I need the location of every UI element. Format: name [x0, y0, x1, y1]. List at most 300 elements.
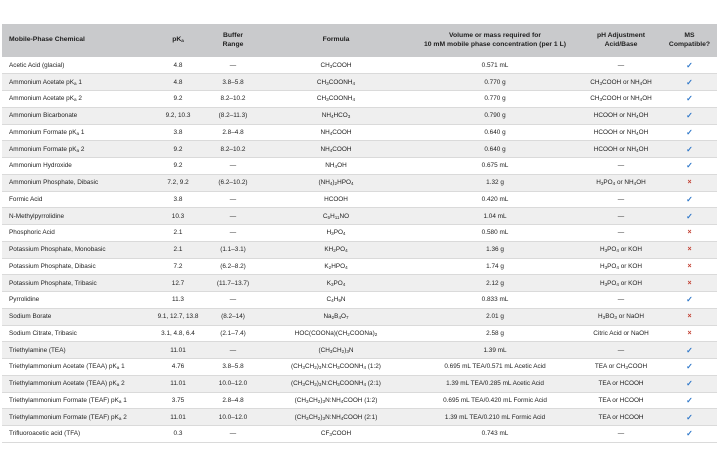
- text-segment: Triethylamine (TEA): [9, 346, 66, 354]
- table-row: [2, 225, 717, 242]
- formula-cell: [262, 74, 410, 91]
- text-segment: Triethylammonium Acetate (TEAA) pK: [9, 380, 117, 388]
- chemical-cell: [2, 292, 152, 309]
- ph-adjustment-cell: [580, 124, 662, 141]
- subscript: 5: [327, 214, 331, 220]
- subscript: a: [74, 80, 77, 86]
- buffer-range-cell: 3.8–5.8: [204, 359, 262, 376]
- ms-compatible-cell: [662, 141, 717, 158]
- subscript: 4: [616, 264, 619, 270]
- buffer-range-cell: (11.7–13.7): [204, 275, 262, 292]
- amount-cell: 0.695 mL TEA/0.571 mL Acetic Acid: [410, 359, 580, 376]
- text-segment: OH: [642, 78, 652, 86]
- amount-cell: 0.695 mL TEA/0.420 mL Formic Acid: [410, 392, 580, 409]
- subscript: 4: [616, 281, 619, 287]
- subscript: 3: [329, 432, 332, 438]
- cross-icon: ×: [687, 279, 692, 287]
- chemical-cell: [2, 57, 152, 74]
- subscript: 4: [342, 281, 346, 287]
- buffer-range-cell: (6.2–8.2): [204, 258, 262, 275]
- text-segment: TEA or HCOOH: [598, 380, 644, 388]
- ph-adjustment-cell: [580, 241, 662, 258]
- pka-cell: 9.2: [152, 141, 204, 158]
- pka-cell: 10.3: [152, 208, 204, 225]
- ph-adjustment-cell: [580, 107, 662, 124]
- ms-compatible-cell: [662, 191, 717, 208]
- subscript: 2: [314, 365, 317, 371]
- text-segment: N:NH: [325, 413, 341, 421]
- buffer-range-cell: (1.1–3.1): [204, 241, 262, 258]
- chemical-cell: [2, 191, 152, 208]
- text-segment: CH: [316, 78, 327, 86]
- text-segment: (2:1): [366, 380, 381, 388]
- text-segment: CH: [304, 363, 315, 371]
- ms-compatible-cell: [662, 158, 717, 175]
- text-segment: PO: [335, 246, 346, 254]
- formula-cell: [262, 191, 410, 208]
- amount-cell: 2.58 g: [410, 325, 580, 342]
- table-row: [2, 57, 717, 74]
- table-row: [2, 292, 717, 309]
- ph-adjustment-cell: [580, 292, 662, 309]
- text-segment: ): [316, 363, 319, 371]
- text-segment: TEA or HCOOH: [598, 396, 644, 404]
- amount-cell: 1.74 g: [410, 258, 580, 275]
- text-segment: K: [326, 279, 331, 287]
- ph-adjustment-cell: [580, 359, 662, 376]
- subscript: 3: [306, 415, 309, 421]
- text-segment: HCOOH or NH: [593, 128, 637, 136]
- subscript: 3: [599, 80, 602, 86]
- subscript: 3: [302, 382, 305, 388]
- pka-cell: 11.3: [152, 292, 204, 309]
- text-segment: CH: [308, 396, 318, 404]
- ms-compatible-cell: [662, 208, 717, 225]
- text-segment: —: [617, 61, 625, 69]
- text-segment: HCOOH or NH: [593, 145, 637, 153]
- amount-cell: 0.640 g: [410, 124, 580, 141]
- subscript: 4: [331, 298, 334, 304]
- text-segment: HCO: [333, 112, 348, 120]
- chemical-cell: [2, 107, 152, 124]
- pka-cell: 11.01: [152, 409, 204, 426]
- text-segment: PO: [607, 262, 617, 270]
- text-segment: C: [326, 296, 332, 304]
- ph-adjustment-cell: [580, 74, 662, 91]
- subscript: 4: [363, 382, 367, 388]
- text-segment: —: [617, 195, 625, 203]
- text-segment: Ammonium Formate pK: [9, 145, 77, 153]
- text-segment: Sodium Borate: [9, 313, 52, 321]
- text-segment: COOH: [332, 61, 352, 69]
- text-segment: Potassium Phosphate, Tribasic: [9, 279, 97, 287]
- text-segment: (CH: [318, 346, 330, 354]
- header-line: Range: [222, 40, 244, 48]
- subscript: a: [118, 398, 122, 404]
- text-segment: OH: [638, 128, 649, 136]
- buffer-range-cell: —: [204, 208, 262, 225]
- formula-cell: [262, 124, 410, 141]
- subscript: 3: [331, 231, 334, 237]
- text-segment: COONH: [328, 95, 353, 103]
- subscript: 3: [329, 63, 333, 69]
- buffer-range-cell: —: [204, 191, 262, 208]
- subscript: 3: [337, 365, 340, 371]
- buffer-range-cell: —: [204, 158, 262, 175]
- pka-cell: 9.1, 12.7, 13.8: [152, 308, 204, 325]
- ms-compatible-cell: [662, 124, 717, 141]
- text-segment: H: [599, 262, 605, 270]
- table-row: [2, 325, 717, 342]
- subscript: 3: [347, 114, 351, 120]
- header-line: pH Adjustment: [596, 32, 646, 39]
- header-line: Acid/Base: [604, 40, 638, 48]
- header-line: Mobile-Phase Chemical: [9, 36, 85, 44]
- text-segment: Triethylammonium Acetate (TEAA) pK: [9, 363, 117, 371]
- amount-cell: 0.640 g: [410, 141, 580, 158]
- text-segment: NH: [320, 128, 330, 136]
- text-segment: Ammonium Acetate pK: [9, 78, 75, 86]
- text-segment: 1: [121, 396, 127, 404]
- text-segment: OH: [638, 145, 649, 153]
- text-segment: CH: [590, 95, 600, 103]
- table-row: [2, 141, 717, 158]
- ph-adjustment-cell: [580, 191, 662, 208]
- pka-cell: 3.1, 4.8, 6.4: [152, 325, 204, 342]
- text-segment: Ammonium Formate pK: [9, 128, 77, 136]
- pka-cell: 4.76: [152, 359, 204, 376]
- subscript: 3: [337, 382, 340, 388]
- cross-icon: ×: [687, 229, 692, 237]
- amount-cell: 0.580 mL: [410, 225, 580, 242]
- header-line: Volume or mass required for: [448, 32, 542, 39]
- subscript: 3: [306, 398, 309, 404]
- chemical-cell: [2, 275, 152, 292]
- cross-icon: ×: [687, 179, 692, 187]
- text-segment: or KOH: [618, 246, 643, 254]
- text-segment: C: [322, 212, 328, 220]
- ph-adjustment-cell: [580, 426, 662, 443]
- buffer-range-cell: (8.2–11.3): [204, 107, 262, 124]
- subscript: 3: [318, 382, 322, 388]
- subscript: 3: [346, 348, 349, 354]
- cross-icon: ×: [687, 329, 692, 337]
- text-segment: H: [599, 279, 605, 287]
- buffer-range-cell: 8.2–10.2: [204, 91, 262, 108]
- text-segment: H: [598, 313, 603, 321]
- ph-adjustment-cell: [580, 208, 662, 225]
- subscript: 2: [333, 248, 336, 254]
- table-row: [2, 308, 717, 325]
- subscript: 4: [352, 80, 356, 86]
- ms-compatible-cell: [662, 426, 717, 443]
- ms-compatible-cell: [662, 241, 717, 258]
- ms-compatible-cell: [662, 375, 717, 392]
- pka-cell: 2.1: [152, 225, 204, 242]
- text-segment: N: [348, 346, 354, 354]
- text-segment: Ammonium Hydroxide: [9, 162, 72, 170]
- chemical-cell: [2, 124, 152, 141]
- text-segment: NH: [321, 112, 331, 120]
- text-segment: CH: [320, 61, 330, 69]
- check-icon: ✓: [686, 345, 693, 355]
- pka-cell: 12.7: [152, 275, 204, 292]
- subscript: 3: [302, 365, 305, 371]
- ms-compatible-cell: [662, 308, 717, 325]
- amount-cell: 1.39 mL: [410, 342, 580, 359]
- formula-cell: [262, 392, 410, 409]
- subscript: 2: [374, 331, 378, 337]
- amount-cell: 0.743 mL: [410, 426, 580, 443]
- text-segment: Ammonium Bicarbonate: [9, 112, 78, 120]
- text-segment: Phosphoric Acid: [9, 229, 55, 237]
- text-segment: Trifluoroacetic acid (TFA): [9, 430, 81, 438]
- subscript: 3: [330, 281, 334, 287]
- text-segment: NO: [339, 212, 350, 220]
- text-segment: H: [596, 179, 601, 187]
- text-segment: H: [599, 246, 605, 254]
- table-row: [2, 174, 717, 191]
- subscript: 4: [363, 365, 367, 371]
- text-segment: Triethylammonium Formate (TEAF) pK: [9, 413, 119, 421]
- subscript: 4: [329, 181, 333, 187]
- check-icon: ✓: [686, 362, 693, 372]
- formula-cell: [262, 308, 410, 325]
- col-ms-compatible-header: [662, 24, 717, 57]
- table-row: [2, 409, 717, 426]
- formula-cell: [262, 158, 410, 175]
- text-segment: CH: [316, 95, 327, 103]
- pka-cell: 0.3: [152, 426, 204, 443]
- subscript: 4: [352, 97, 356, 103]
- subscript: 2: [317, 398, 321, 404]
- text-segment: OH: [636, 179, 646, 187]
- table-row: [2, 258, 717, 275]
- buffer-range-cell: 10.0–12.0: [204, 409, 262, 426]
- text-segment: N: [340, 296, 346, 304]
- cross-icon: ×: [687, 246, 692, 254]
- table-body: [2, 57, 717, 442]
- subscript: 4: [342, 231, 346, 237]
- text-segment: OH: [642, 95, 652, 103]
- subscript: 11: [334, 214, 340, 220]
- text-segment: (1:2): [366, 363, 381, 371]
- buffer-range-cell: —: [204, 57, 262, 74]
- ph-adjustment-cell: [580, 141, 662, 158]
- subscript: 4: [345, 264, 348, 270]
- text-segment: or NaOH: [616, 313, 644, 321]
- amount-cell: 0.675 mL: [410, 158, 580, 175]
- header-line: Buffer: [222, 32, 243, 39]
- text-segment: BO: [605, 313, 615, 321]
- chemical-cell: [2, 141, 152, 158]
- col-chemical-header: [2, 24, 152, 57]
- chemical-cell: [2, 409, 152, 426]
- ph-adjustment-cell: [580, 325, 662, 342]
- table-row: [2, 342, 717, 359]
- subscript: 4: [636, 130, 639, 136]
- amount-cell: 1.39 mL TEA/0.210 mL Formic Acid: [410, 409, 580, 426]
- table-row: [2, 158, 717, 175]
- subscript: 4: [616, 248, 619, 254]
- buffer-range-cell: 2.8–4.8: [204, 392, 262, 409]
- text-segment: Ammonium Acetate pK: [9, 95, 75, 103]
- formula-cell: [262, 426, 410, 443]
- text-segment: —: [617, 229, 625, 237]
- ms-compatible-cell: [662, 57, 717, 74]
- text-segment: Na: [323, 313, 332, 321]
- table-row: [2, 191, 717, 208]
- formula-cell: [262, 375, 410, 392]
- text-segment: N:NH: [325, 396, 341, 404]
- chemical-cell: [2, 91, 152, 108]
- text-segment: Potassium Phosphate, Monobasic: [9, 246, 106, 254]
- formula-cell: [262, 342, 410, 359]
- subscript: 3: [604, 248, 608, 254]
- subscript: 4: [340, 398, 344, 404]
- amount-cell: 0.420 mL: [410, 191, 580, 208]
- check-icon: ✓: [686, 295, 693, 305]
- text-segment: N:CH: [321, 380, 338, 388]
- text-segment: OH: [337, 162, 347, 170]
- ms-compatible-cell: [662, 107, 717, 124]
- subscript: 4: [338, 315, 341, 321]
- text-segment: —: [617, 212, 625, 220]
- subscript: 7: [345, 315, 349, 321]
- text-segment: PO: [607, 279, 617, 287]
- pka-cell: 4.8: [152, 57, 204, 74]
- check-icon: ✓: [686, 429, 693, 439]
- text-segment: HCOOH or NH: [593, 112, 637, 120]
- text-segment: Formic Acid: [9, 195, 43, 203]
- chemical-cell: [2, 342, 152, 359]
- text-segment: N:CH: [321, 363, 338, 371]
- col-pka-header: [152, 24, 204, 57]
- cross-icon: ×: [687, 313, 692, 321]
- subscript: 3: [599, 97, 602, 103]
- text-segment: COOH: [627, 363, 648, 371]
- amount-cell: 0.770 g: [410, 91, 580, 108]
- buffer-range-cell: (8.2–14): [204, 308, 262, 325]
- subscript: 2: [341, 348, 345, 354]
- ms-compatible-cell: [662, 392, 717, 409]
- text-segment: CH: [332, 346, 342, 354]
- text-segment: N-Methylpyrrolidine: [9, 212, 65, 220]
- text-segment: NH: [320, 145, 330, 153]
- subscript: 3: [329, 348, 333, 354]
- subscript: 2: [314, 382, 317, 388]
- text-segment: PO: [603, 179, 613, 187]
- text-segment: H: [333, 296, 339, 304]
- header-line: MS: [684, 32, 695, 39]
- ms-compatible-cell: [662, 91, 717, 108]
- table-row: [2, 107, 717, 124]
- pka-cell: 4.8: [152, 74, 204, 91]
- subscript: 4: [340, 415, 344, 421]
- subscript: 3: [604, 264, 608, 270]
- ph-adjustment-cell: [580, 174, 662, 191]
- chemical-cell: [2, 308, 152, 325]
- ms-compatible-cell: [662, 359, 717, 376]
- pka-cell: 3.75: [152, 392, 204, 409]
- table-row: [2, 392, 717, 409]
- subscript: 2: [334, 181, 338, 187]
- formula-cell: [262, 141, 410, 158]
- table-row: [2, 359, 717, 376]
- chemical-cell: [2, 375, 152, 392]
- formula-cell: [262, 107, 410, 124]
- text-segment: COOH or NH: [602, 95, 640, 103]
- subscript: 3: [614, 315, 617, 321]
- chemical-cell: [2, 392, 152, 409]
- text-segment: CH: [308, 413, 318, 421]
- text-segment: COOH or NH: [602, 78, 640, 86]
- text-segment: COOH: [331, 430, 352, 438]
- subscript: 4: [639, 80, 643, 86]
- text-segment: H: [326, 229, 332, 237]
- text-segment: or KOH: [618, 262, 643, 270]
- text-segment: Citric Acid or NaOH: [593, 329, 649, 337]
- text-segment: (CH: [291, 380, 303, 388]
- subscript: 4: [636, 147, 639, 153]
- subscript: 4: [633, 181, 637, 187]
- formula-cell: [262, 208, 410, 225]
- pka-cell: 7.2, 9.2: [152, 174, 204, 191]
- buffer-range-cell: 10.0–12.0: [204, 375, 262, 392]
- check-icon: ✓: [686, 211, 693, 221]
- subscript: 4: [334, 164, 338, 170]
- subscript: 3: [318, 365, 322, 371]
- ph-adjustment-cell: [580, 375, 662, 392]
- formula-cell: [262, 241, 410, 258]
- table-row: [2, 208, 717, 225]
- text-segment: COONa): [349, 329, 375, 337]
- check-icon: ✓: [686, 77, 693, 87]
- ms-compatible-cell: [662, 258, 717, 275]
- subscript: a: [118, 415, 122, 421]
- text-segment: (CH: [294, 413, 306, 421]
- subscript: 4: [330, 114, 334, 120]
- pka-cell: 9.2: [152, 158, 204, 175]
- text-segment: HOC(COONa)(CH: [294, 329, 348, 337]
- text-segment: H: [330, 212, 335, 220]
- chemical-cell: [2, 225, 152, 242]
- text-segment: Pyrrolidine: [9, 296, 40, 304]
- text-segment: COOH (2:1): [343, 413, 378, 421]
- subscript: a: [116, 382, 120, 388]
- formula-cell: [262, 57, 410, 74]
- chemical-cell: [2, 208, 152, 225]
- pka-cell: 3.8: [152, 191, 204, 208]
- formula-cell: [262, 275, 410, 292]
- check-icon: ✓: [686, 194, 693, 204]
- ph-adjustment-cell: [580, 392, 662, 409]
- text-segment: —: [617, 162, 625, 170]
- mobile-phase-table: [2, 24, 717, 443]
- text-segment: 2: [121, 413, 127, 421]
- table-row: [2, 375, 717, 392]
- formula-cell: [262, 225, 410, 242]
- col-formula-header: [262, 24, 410, 57]
- col-amount-header: [410, 24, 580, 57]
- subscript: 3: [326, 80, 329, 86]
- ph-adjustment-cell: [580, 308, 662, 325]
- ms-compatible-cell: [662, 325, 717, 342]
- check-icon: ✓: [686, 60, 693, 70]
- ms-compatible-cell: [662, 275, 717, 292]
- text-segment: COOH: [332, 128, 352, 136]
- table-row: [2, 124, 717, 141]
